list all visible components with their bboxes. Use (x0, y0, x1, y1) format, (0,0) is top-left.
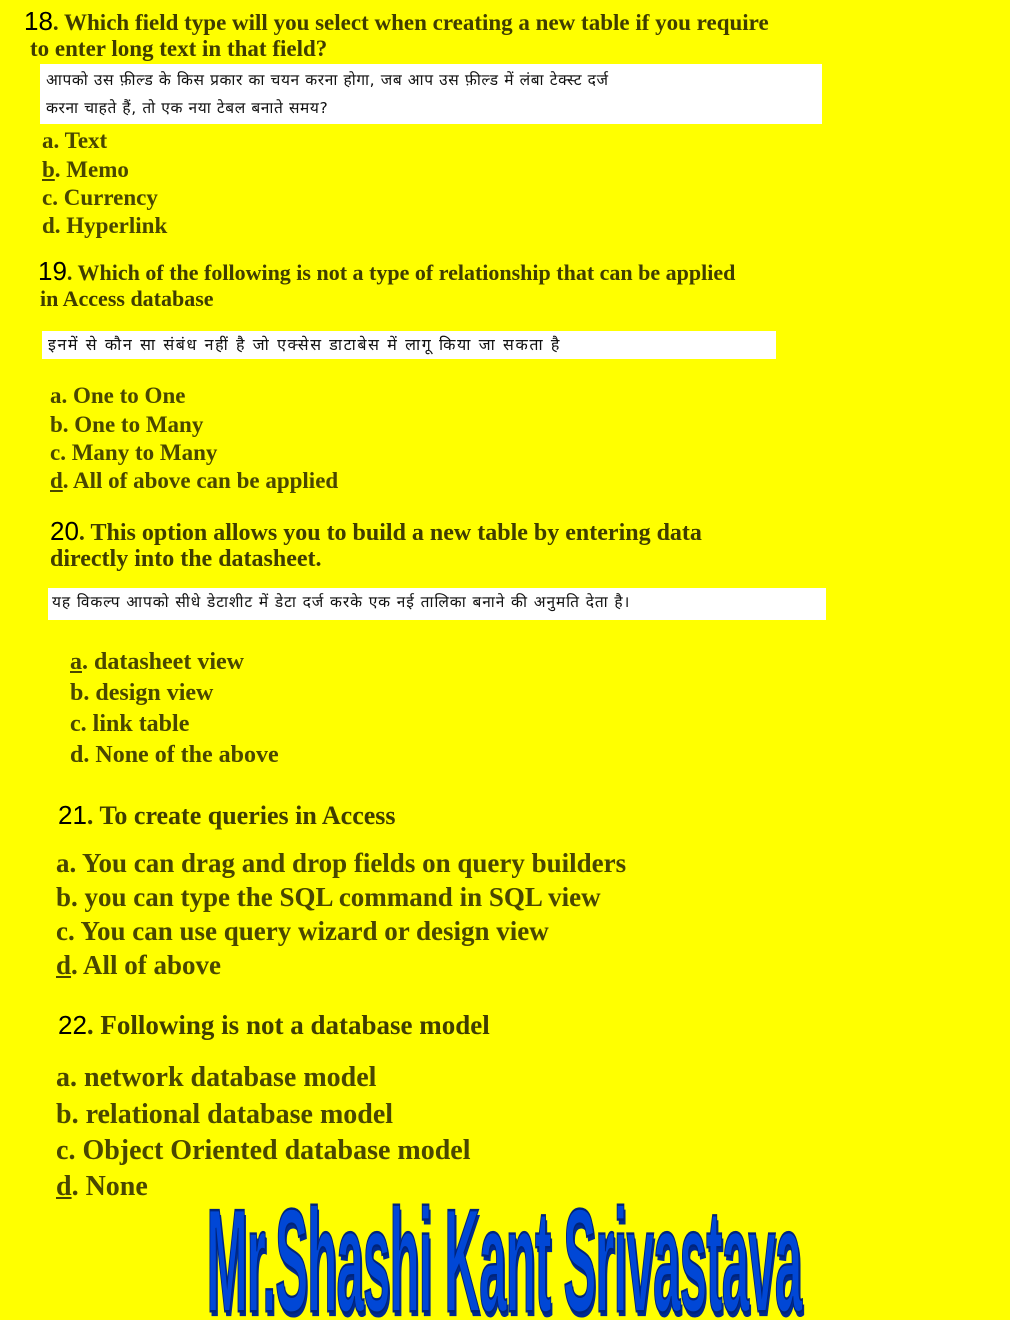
option-c (50, 440, 217, 466)
question-18 (24, 6, 769, 37)
question-text: . Following is not a database model (86, 1010, 490, 1040)
option-text: . Memo (54, 157, 129, 182)
option-d (56, 950, 221, 981)
option-a (56, 1062, 376, 1094)
option-d (70, 742, 279, 769)
question-text: . To create queries in Access (86, 801, 396, 830)
option-b (42, 157, 129, 183)
question-number: 20 (50, 516, 79, 546)
option-a (42, 128, 107, 154)
question-text: . This option allows you to build a new table by entering data (78, 520, 702, 546)
option-letter-correct: d (56, 950, 72, 980)
author-name: Mr.Shashi Kant Srivastava (206, 1202, 802, 1320)
question-text-continued: to enter long text in that field? (30, 36, 328, 61)
option-text: . design view (83, 680, 214, 706)
option-c (42, 185, 158, 211)
option-text: . One to One (61, 383, 186, 408)
option-text: . All of above (71, 950, 222, 980)
option-d (56, 1171, 148, 1203)
option-letter: a (56, 848, 70, 878)
option-letter: c (50, 440, 61, 465)
option-letter-correct: b (42, 157, 55, 182)
option-letter: c (42, 185, 53, 210)
option-b (70, 680, 213, 707)
option-c (70, 711, 189, 738)
question-number: 22 (58, 1010, 87, 1040)
option-b (56, 882, 601, 913)
hindi-translation-box (42, 331, 776, 359)
option-text: . One to Many (62, 412, 204, 437)
option-letter: a (50, 383, 62, 408)
hindi-translation-box (48, 588, 826, 620)
option-text: . link table (80, 711, 190, 737)
option-letter: c (56, 1135, 69, 1166)
hindi-line: आपको उस फ़ील्ड के किस प्रकार का चयन करना होगा, जब आप उस फ़ील्ड में लंबा टेक्स्ट दर्ज (46, 71, 609, 89)
option-text: . you can type the SQL command in SQL view (71, 882, 601, 912)
option-text: . None (71, 1171, 148, 1202)
question-21 (58, 800, 396, 831)
question-text: . Which field type will you select when creating a new table if you require (52, 10, 769, 35)
option-text: . Currency (52, 185, 158, 210)
option-text: . datasheet view (82, 649, 244, 675)
option-text: . None of the above (83, 742, 279, 768)
option-letter: b (50, 412, 63, 437)
hindi-line: करना चाहते हैं, तो एक नया टेबल बनाते समय? (46, 99, 329, 117)
option-text: . You can use query wizard or design view (67, 916, 549, 946)
question-number: 21 (58, 800, 87, 830)
option-letter: c (56, 916, 68, 946)
question-19 (38, 256, 735, 287)
author-banner (0, 1202, 1010, 1320)
option-a (70, 649, 244, 676)
question-22 (58, 1010, 490, 1041)
option-letter: b (56, 882, 72, 912)
option-letter: d (70, 742, 84, 768)
option-letter: d (42, 213, 55, 238)
option-letter-correct: d (50, 468, 63, 493)
option-a (50, 383, 185, 409)
option-letter: b (70, 680, 84, 706)
option-letter: b (56, 1099, 72, 1130)
option-b (50, 412, 203, 438)
option-text: . relational database model (71, 1099, 394, 1130)
option-c (56, 916, 549, 947)
option-text: . All of above can be applied (62, 468, 339, 493)
option-letter: a (42, 128, 54, 153)
option-d (50, 468, 338, 494)
option-letter-correct: d (56, 1171, 72, 1202)
question-text-continued: directly into the datasheet. (50, 546, 322, 572)
option-text: . Hyperlink (54, 213, 168, 238)
option-b (56, 1099, 393, 1131)
hindi-line: यह विकल्प आपको सीधे डेटाशीट में डेटा दर्ज करके एक नई तालिका बनाने की अनुमति देता है। (52, 593, 631, 611)
question-number: 19 (38, 256, 67, 286)
question-20 (50, 516, 702, 547)
option-text: . network database model (70, 1062, 377, 1093)
hindi-translation-box (40, 64, 822, 124)
option-letter: a (56, 1062, 70, 1093)
question-text: . Which of the following is not a type of relationship that can be applied (66, 260, 736, 285)
hindi-line: इनमें से कौन सा संबंध नहीं है जो एक्सेस डाटाबेस में लागू किया जा सकता है (48, 335, 561, 354)
option-d (42, 213, 167, 239)
option-a (56, 848, 626, 879)
option-text: . Object Oriented database model (68, 1135, 471, 1166)
option-c (56, 1135, 471, 1167)
option-text: . Many to Many (60, 440, 218, 465)
question-text-continued: in Access database (40, 286, 214, 311)
option-text: . You can drag and drop fields on query builders (69, 848, 627, 878)
option-letter: c (70, 711, 81, 737)
option-text: . Text (53, 128, 108, 153)
question-number: 18 (24, 6, 53, 36)
option-letter-correct: a (70, 649, 82, 675)
